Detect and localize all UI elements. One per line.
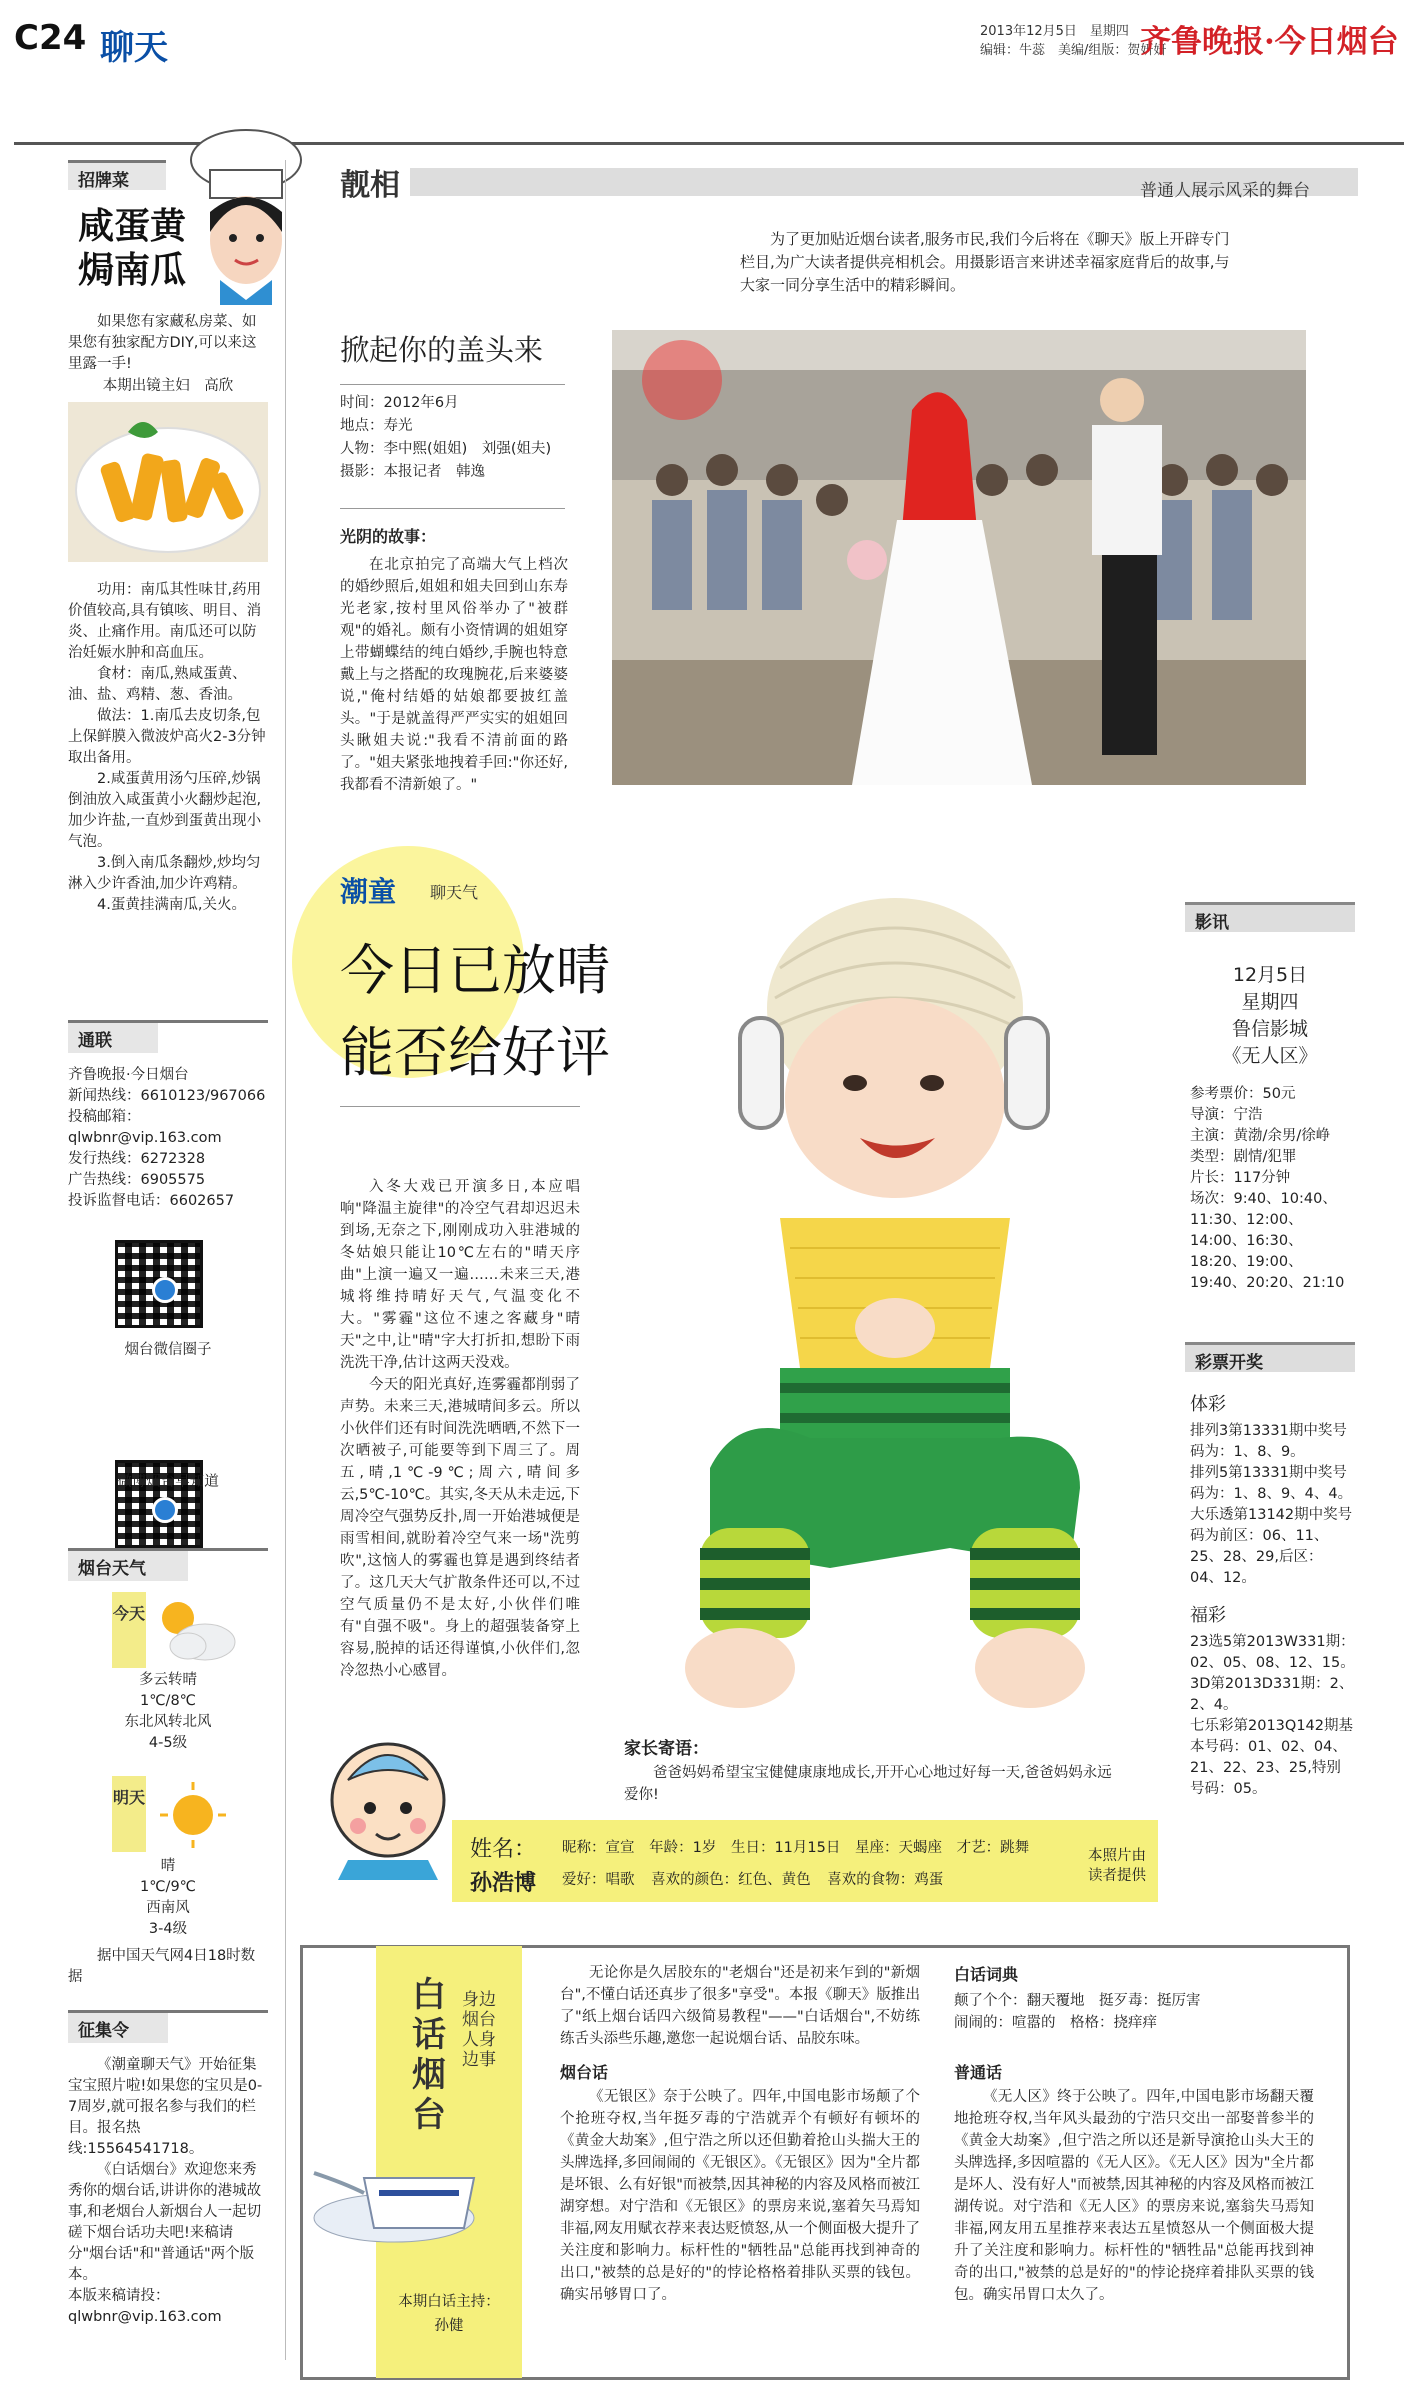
header-info — [980, 22, 1166, 60]
call-paragraph-1: 《潮童聊天气》开始征集宝宝照片啦!如果您的宝贝是0-7周岁,就可报名参与我们的栏目。报名热线:15564541718。 — [68, 2057, 263, 2158]
baby-birthday: 生日：11月15日 — [730, 1840, 841, 1856]
contact-line: 发行热线：6272328 — [68, 1151, 206, 1167]
editors-line: 编辑：牛蕊 美编/组版：贺妍妍 — [980, 43, 1167, 58]
call-email[interactable]: qlwbnr@vip.163.com — [68, 2309, 222, 2326]
cinema-genre: 类型：剧情/犯罪 — [1190, 1149, 1297, 1165]
recipe-intro: 如果您有家藏私房菜、如果您有独家配方DIY,可以来这里露一手! — [68, 314, 257, 372]
cinema-length: 片长：117分钟 — [1190, 1170, 1291, 1186]
baby-photo — [650, 848, 1110, 1718]
weather-source: 据中国天气网4日18时数据 — [68, 1948, 256, 1985]
headline-line-2: 能否给好评 — [340, 1021, 610, 1084]
dictionary-line-1: 颠了个个：翻天覆地 挺歹毒：挺厉害 — [954, 1993, 1201, 2009]
lottery-body — [1190, 1394, 1355, 1800]
today-condition: 多云转晴 — [139, 1672, 197, 1688]
ticai-line-2: 排列5第13331期中奖号码为：1、8、9、4、4。 — [1190, 1465, 1353, 1502]
today-wind: 东北风转北风 — [124, 1714, 212, 1730]
story-meta — [340, 392, 551, 484]
baby-info-card — [452, 1820, 1158, 1902]
recipe-step-2: 2.咸蛋黄用汤勺压碎,炒锅倒油放入咸蛋黄小火翻炒起泡,加少许盐,一直炒到蛋黄出现小气泡。 — [68, 771, 262, 851]
weather-head: 烟台天气 — [68, 1551, 188, 1581]
tomorrow-label: 明天 — [112, 1776, 146, 1852]
contact-block — [68, 1020, 268, 1212]
cartoon-baby-icon — [318, 1730, 458, 1880]
baby-age: 年龄：1岁 — [649, 1840, 717, 1856]
pumpkin-dish-photo — [68, 402, 268, 562]
weather-story-p2: 今天的阳光真好,连雾霾都削弱了声势。未来三天,港城晴间多云。所以小伙伴们还有时间洗洗晒晒,不然下一次晒被子,可能要等到下周三了。周五,晴,1℃-9℃;周六,晴间多云,5℃-10℃。其实,冬天从未走远,下周冷空气强势反扑,周一开始港城便是雨雪相间,就盼着冷空气来一场"洗剪吹",这恼人的雾霾也算是遇到终结者了。这几天大气扩散条件还可以,不过空气质量仍不是太好,小伙伴们唯有"自强不吸"。身上的超强装备穿上容易,脱掉的话还得谨慎,小伙伴们,忽冷忽热小心感冒。 — [340, 1377, 580, 1679]
baihua-subtitle: 身边烟台人身边事 — [462, 1990, 496, 2070]
teapot-illustration — [304, 2138, 504, 2248]
baby-color: 喜欢的颜色：红色、黄色 — [651, 1872, 811, 1888]
weather-story-body — [340, 1176, 580, 1682]
story-rule — [340, 384, 565, 385]
recipe-host: 本期出镜主妇 高欣 — [102, 378, 234, 394]
weather-story-p1: 入冬大戏已开演多日,本应唱响"降温主旋律"的冷空气君却迟迟未到场,无奈之下,刚刚成功入驻港城的冬姑娘只能让10℃左右的"晴天序曲"上演一遍又一遍……未来三天,港城将维持晴好天气,气温变化不大。"雾霾"这位不速之客藏身"晴天"之中,让"晴"字大打折扣,想盼下雨洗洗干净,估计这两天没戏。 — [340, 1179, 580, 1371]
weather-block — [68, 1548, 268, 1581]
cinema-showtimes: 场次：9:40、10:40、11:30、12:00、14:00、16:30、18:20、19:00、19:40、20:20、21:10 — [1190, 1191, 1345, 1291]
photo-credit: 本照片由读者提供 — [1088, 1848, 1146, 1884]
dish-line-2: 焗南瓜 — [78, 249, 187, 291]
dish-line-1: 咸蛋黄 — [78, 205, 187, 247]
column-divider — [285, 160, 286, 2360]
call-head: 征集令 — [68, 2013, 168, 2043]
partly-cloudy-icon — [150, 1592, 240, 1668]
cinema-date: 12月5日 — [1232, 964, 1308, 986]
contact-lines — [68, 1065, 268, 1212]
recipe-ingredients: 食材：南瓜,熟咸蛋黄、油、盐、鸡精、葱、香油。 — [68, 666, 247, 704]
story-photographer: 摄影：本报记者 韩逸 — [340, 464, 485, 480]
headline-rule — [340, 1106, 580, 1107]
contact-line[interactable]: 投稿邮箱：qlwbnr@vip.163.com — [68, 1109, 222, 1146]
weather-story-tag: 潮童 — [340, 875, 397, 908]
recipe-body — [68, 580, 268, 916]
weather-story-tag-sub: 聊天气 — [430, 883, 479, 902]
cinema-details — [1190, 1084, 1355, 1294]
cinema-name: 鲁信影城 — [1231, 1018, 1308, 1040]
call-block — [68, 2010, 268, 2328]
wedding-photo — [612, 330, 1306, 785]
story-title: 掀起你的盖头来 — [340, 333, 544, 367]
wechat-label: 烟台微信圈子 — [124, 1342, 212, 1358]
cinema-main — [1185, 962, 1355, 1070]
baby-name-label: 姓名： — [470, 1837, 537, 1862]
baby-zodiac: 星座：天蝎座 — [854, 1840, 942, 1856]
call-paragraph-2: 《白话烟台》欢迎您来秀秀你的烟台话,讲讲你的港城故事,和老烟台人新烟台人一起切磋下烟台话功夫吧!来稿请分"烟台话"和"普通话"两个版本。 — [68, 2162, 262, 2284]
wechat-qr-code[interactable] — [115, 1240, 203, 1328]
fucai-head: 福彩 — [1190, 1605, 1226, 1626]
cinema-director: 导演：宁浩 — [1190, 1107, 1263, 1123]
today-forecast — [68, 1670, 268, 1754]
fucai-line-1: 23选5第2013W331期：02、05、08、12、15。 — [1190, 1634, 1355, 1671]
call-paragraph-3: 本版来稿请投： — [68, 2288, 170, 2305]
tomorrow-condition: 晴 — [160, 1858, 176, 1874]
baby-talent: 才艺：跳舞 — [956, 1840, 1030, 1856]
newspaper-brand: 齐鲁晚报·今日烟台 — [1140, 24, 1399, 60]
recipe-tag: 招牌菜 — [68, 160, 166, 190]
baihua-host: 孙健 — [434, 2318, 464, 2334]
ticai-line-1: 排列3第13331期中奖号码为：1、8、9。 — [1190, 1423, 1347, 1460]
contact-line: 新闻热线：6610123/967066 — [68, 1088, 266, 1104]
baby-info-row-1 — [562, 1836, 1029, 1857]
weibo-label: 微博烟台早知道 — [117, 1474, 219, 1490]
story-place: 地点：寿光 — [340, 418, 413, 434]
parent-message-head: 家长寄语： — [624, 1739, 709, 1759]
story-text: 在北京拍完了高端大气上档次的婚纱照后,姐姐和姐夫回到山东寿光老家,按村里风俗举办了"被群观"的婚礼。颇有小资情调的姐姐穿上带蝴蝶结的纯白婚纱,手腕也特意戴上与之搭配的玫瑰腕花,后来婆婆说,"俺村结婚的姑娘都要披红盖头。"于是就盖得严严实实的姐姐回头瞅姐夫说:"我看不清前面的路了。"姐夫紧张地拽着手回:"你还好,我都看不清新娘了。" — [340, 557, 568, 793]
story-people: 人物：李中熙(姐姐) 刘强(姐夫) — [340, 441, 552, 457]
dictionary-body — [954, 1990, 1314, 2034]
fucai-line-2: 3D第2013D331期：2、2、4。 — [1190, 1676, 1354, 1713]
ticai-head: 体彩 — [1190, 1394, 1226, 1415]
baihua-host-label: 本期白话主持： — [398, 2294, 500, 2310]
today-temperature: 1℃/8℃ — [140, 1693, 196, 1709]
recipe-step-4: 4.蛋黄挂满南瓜,关火。 — [97, 897, 246, 914]
cinema-film: 《无人区》 — [1222, 1045, 1318, 1067]
date-line: 2013年12月5日 星期四 — [980, 24, 1129, 39]
story-time: 时间：2012年6月 — [340, 395, 459, 411]
liangxiang-slogan: 普通人展示风采的舞台 — [1140, 181, 1310, 201]
contact-head: 通联 — [68, 1023, 158, 1053]
baihua-intro: 无论你是久居胶东的"老烟台"还是初来乍到的"新烟台",不懂白话还真步了很多"享受"。本报《聊天》版推出了"纸上烟台话四六级简易教程"——"白话烟台",不妨练练舌头添些乐趣,邀您一起说烟台话、品胶东味。 — [560, 1965, 920, 2047]
call-body — [68, 2055, 268, 2328]
chef-avatar — [180, 120, 310, 305]
sunny-icon — [158, 1780, 228, 1850]
section-title: 聊天 — [100, 28, 168, 68]
headline-line-1: 今日已放晴 — [340, 939, 610, 1002]
cinema-weekday: 星期四 — [1241, 991, 1299, 1013]
story-head: 光阴的故事： — [340, 527, 437, 546]
baby-name: 孙浩博 — [470, 1871, 537, 1896]
cinema-head: 影讯 — [1185, 902, 1355, 932]
recipe-effect: 功用：南瓜其性味甘,药用价值较高,具有镇咳、明目、消炎、止痛作用。南瓜还可以防治妊娠水肿和高血压。 — [68, 582, 262, 662]
yantai-dialect-text: 《无银区》奈于公映了。四年,中国电影市场颠了个个抢班夺权,当年挺歹毒的宁浩就弄个有顿好有顿坏的《黄金大劫案》,但宁浩之所以还但勤着抢山头揣大王的头牌选择,多回闹闹的《无银区》。《无银区》因为"全片都是坏银、么有好银"而被禁,因其神秘的内容及风格而被江湖穿想。对宁浩和《无银区》的票房来说,塞着矢马焉知非福,网友用赋衣荐来表达贬愤怒,从一个侧面极大提升了关注度和影响力。标杆性的"牺牲品"总能再找到神奇的出口,"被禁的总是好的"的悖论格格着排队买票的钱包。确实吊够胃口了。 — [560, 2089, 920, 2303]
mandarin-text: 《无人区》终于公映了。四年,中国电影市场翻天覆地抢班夺权,当年风头最劲的宁浩只交出一部娶普参半的《黄金大劫案》,但宁浩之所以还是新导演抢山头大王的头牌选择,多因喧嚣的《无人区》。《无人区》因为"全片都是坏人、没有好人"而被禁,因其神秘的内容及风格而被江湖传说。对宁浩和《无人区》的票房来说,塞翁失马焉知非福,网友用五星推荐来表达五星愤怒从一个侧面极大提升了关注度和影响力。标杆性的"牺牲品"总能再找到神奇的出口,"被禁的总是好的"的悖论挠痒着排队买票的钱包。确实吊胃口太久了。 — [954, 2089, 1314, 2303]
contact-line: 投诉监督电话：6602657 — [68, 1193, 235, 1209]
cinema-price: 参考票价：50元 — [1190, 1086, 1296, 1102]
fucai-line-3: 七乐彩第2013Q142期基本号码：01、02、04、21、22、23、25,特别号码：05。 — [1190, 1718, 1353, 1797]
dictionary-head: 白话词典 — [954, 1965, 1019, 1984]
baby-info-row-2 — [562, 1868, 943, 1889]
baihua-title: 白话烟台 — [412, 1975, 446, 2135]
weather-story-headline — [340, 930, 610, 1094]
baby-food: 喜欢的食物：鸡蛋 — [827, 1872, 944, 1888]
contact-line: 广告热线：6905575 — [68, 1172, 206, 1188]
tomorrow-wind-level: 3-4级 — [148, 1921, 188, 1937]
recipe-step-1: 做法：1.南瓜去皮切条,包上保鲜膜入微波炉高火2-3分钟取出备用。 — [68, 708, 266, 767]
parent-message: 爸爸妈妈希望宝宝健健康康地成长,开开心心地过好每一天,爸爸妈妈永远爱你! — [624, 1765, 1112, 1803]
tomorrow-temperature: 1℃/9℃ — [140, 1879, 196, 1895]
today-label: 今天 — [112, 1592, 146, 1668]
lottery-head: 彩票开奖 — [1185, 1342, 1355, 1372]
story-rule-2 — [340, 508, 565, 509]
liangxiang-title: 靓相 — [340, 160, 410, 204]
ticai-line-3: 大乐透第13142期中奖号码为前区：06、11、25、28、29,后区：04、12。 — [1190, 1507, 1353, 1586]
today-wind-level: 4-5级 — [148, 1735, 188, 1751]
cinema-cast: 主演：黄渤/余男/徐峥 — [1190, 1128, 1331, 1144]
yantai-dialect-head: 烟台话 — [560, 2063, 609, 2082]
baby-nickname: 昵称：宣宣 — [562, 1840, 635, 1856]
tomorrow-forecast — [68, 1856, 268, 1940]
liangxiang-intro: 为了更加贴近烟台读者,服务市民,我们今后将在《聊天》版上开辟专门栏目,为广大读者提供亮相机会。用摄影语言来讲述幸福家庭背后的故事,与大家一同分享生活中的精彩瞬间。 — [740, 230, 1230, 294]
recipe-step-3: 3.倒入南瓜条翻炒,炒均匀淋入少许香油,加少许鸡精。 — [68, 855, 261, 893]
baby-hobby: 爱好：唱歌 — [562, 1872, 635, 1888]
contact-line: 齐鲁晚报·今日烟台 — [68, 1067, 189, 1083]
mandarin-head: 普通话 — [954, 2063, 1003, 2082]
tomorrow-wind: 西南风 — [146, 1900, 190, 1916]
page-number: C24 — [14, 18, 87, 58]
dictionary-line-2: 闹闹的：喧嚣的 格格：挠痒痒 — [954, 2015, 1157, 2031]
